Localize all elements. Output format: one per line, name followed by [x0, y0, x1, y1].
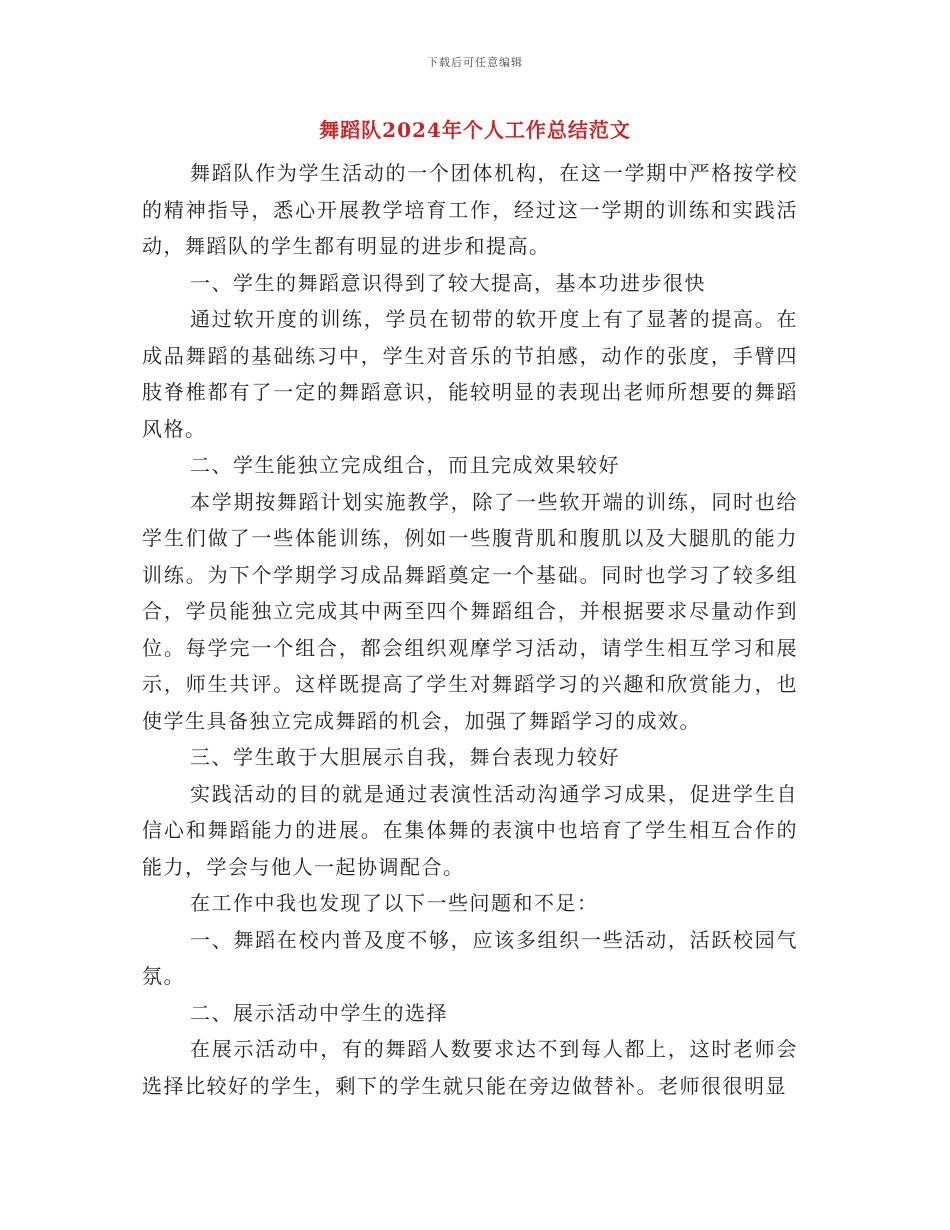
body-paragraph: 通过软开度的训练，学员在韧带的软开度上有了显著的提高。在成品舞蹈的基础练习中，学生对音乐的节拍感，动作的张度，手臂四肢脊椎都有了一定的舞蹈意识，能较明显的表现出老师所想要的舞蹈风格。 — [142, 307, 798, 441]
section-heading: 二、展示活动中学生的选择 — [190, 1000, 448, 1025]
document-title: 舞蹈队2024年个人工作总结范文 — [319, 118, 631, 142]
body-paragraph: 本学期按舞蹈计划实施教学，除了一些软开端的训练，同时也给学生们做了一些体能训练，例如一些腹背肌和腹肌以及大腿肌的能力训练。为下个学期学习成品舞蹈奠定一个基础。同时也学习了较多组合，学员能独立完成其中两至四个舞蹈组合，并根据要求尽量动作到位。每学完一个组合，都会组织观摩学习活动，请学生相互学习和展示，师生共评。这样既提高了学生对舞蹈学习的兴趣和欣赏能力，也使学生具备独立完成舞蹈的机会，加强了舞蹈学习的成效。 — [142, 489, 798, 733]
section-heading: 三、学生敢于大胆展示自我，舞台表现力较好 — [190, 745, 620, 769]
document-body — [142, 155, 798, 1104]
body-paragraph: 一、舞蹈在校内普及度不够，应该多组织一些活动，活跃校园气氛。 — [142, 927, 798, 988]
section-heading: 一、学生的舞蹈意识得到了较大提高，基本功进步很快 — [190, 270, 706, 295]
body-paragraph: 在展示活动中，有的舞蹈人数要求达不到每人都上，这时老师会选择比较好的学生，剩下的学生就只能在旁边做替补。老师很很明显 — [142, 1037, 798, 1098]
section-heading: 二、学生能独立完成组合，而且完成效果较好 — [190, 453, 620, 477]
header-note: 下载后可任意编辑 — [427, 56, 523, 69]
body-paragraph: 舞蹈队作为学生活动的一个团体机构，在这一学期中严格按学校的精神指导，悉心开展教学培育工作，经过这一学期的训练和实践活动，舞蹈队的学生都有明显的进步和提高。 — [142, 161, 798, 258]
body-paragraph: 实践活动的目的就是通过表演性活动沟通学习成果，促进学生自信心和舞蹈能力的进展。在集体舞的表演中也培育了学生相互合作的能力，学会与他人一起协调配合。 — [142, 781, 798, 879]
body-paragraph: 在工作中我也发现了以下一些问题和不足： — [190, 891, 599, 915]
